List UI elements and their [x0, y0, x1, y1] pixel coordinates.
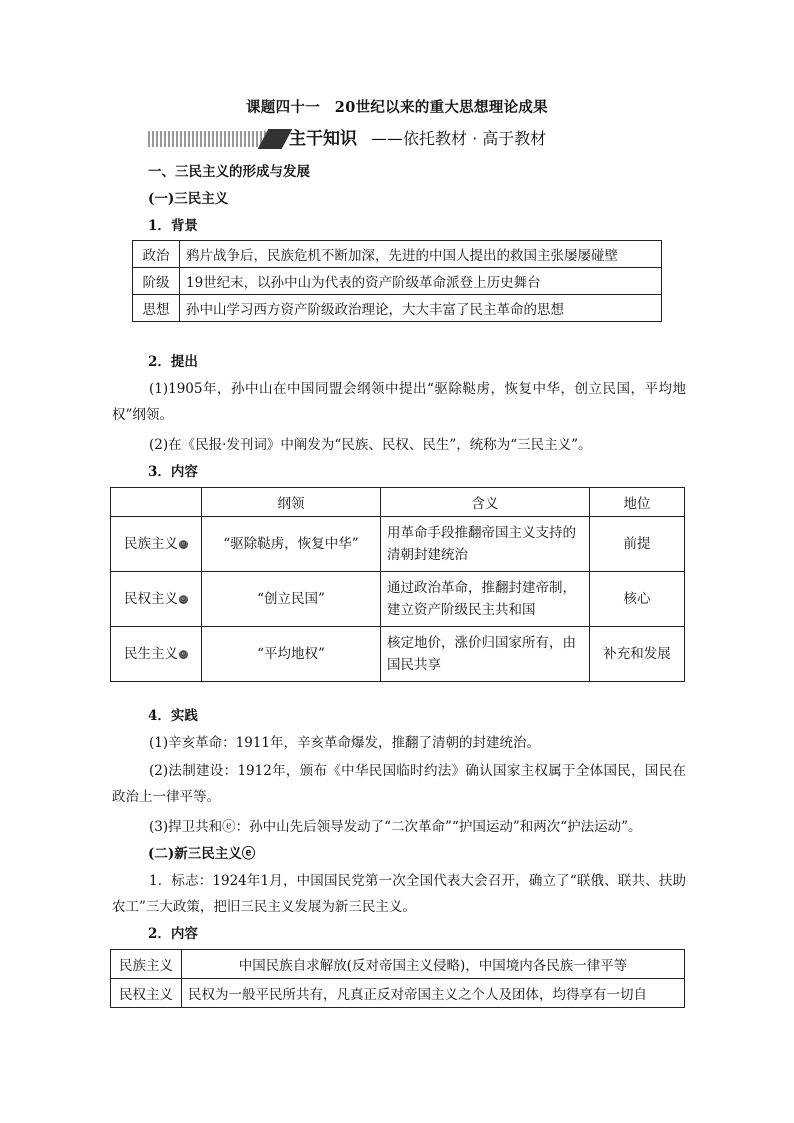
note-badge-icon: ⓔ	[180, 595, 187, 603]
content-table	[110, 487, 685, 682]
practice-paragraph-3: (3)捍卫共和ⓔ：孙中山先后领导发动了“二次革命”“护国运动”和两次“护法运动”。	[149, 819, 642, 835]
table-row	[133, 295, 662, 322]
mark-paragraph: 1．标志：1924年1月，中国国民党第一次全国代表大会召开，确立了“联俄、联共、扶助农工”三大政策，把旧三民主义发展为新三民主义。	[112, 873, 686, 915]
table-cell-meaning: 用革命手段推翻帝国主义支持的清朝封建统治	[381, 517, 590, 572]
table-cell-value: 孙中山学习西方资产阶级政治理论，大大丰富了民主革命的思想	[180, 295, 662, 322]
table-row	[133, 268, 662, 295]
table-cell-key: 民权主义	[111, 979, 182, 1008]
table-cell-value: 中国民族自求解放(反对帝国主义侵略)，中国境内各民族一律平等	[182, 950, 685, 979]
table-cell-name: 民生主义 ⓔ	[111, 627, 202, 682]
new-content-table	[110, 949, 685, 1008]
page-title: 课题四十一 20世纪以来的重大思想理论成果	[246, 99, 548, 116]
table-cell-name: 民权主义 ⓔ	[111, 572, 202, 627]
table-cell-meaning: 通过政治革命，推翻封建帝制，建立资产阶级民主共和国	[381, 572, 590, 627]
subsection-heading: (一)三民主义	[148, 191, 229, 207]
banner-main-text: 主干知识	[289, 129, 357, 149]
table-cell-status: 前提	[590, 517, 685, 572]
table-cell-program: “平均地权”	[202, 627, 381, 682]
table-row	[133, 241, 662, 268]
table-cell-value: 鸦片战争后，民族危机不断加深，先进的中国人提出的救国主张屡屡碰壁	[180, 241, 662, 268]
note-badge-icon: ⓔ	[180, 650, 187, 658]
table-cell-meaning: 核定地价，涨价归国家所有，由国民共享	[381, 627, 590, 682]
table-cell-status: 核心	[590, 572, 685, 627]
practice-paragraph-2: (2)法制建设：1912年，颁布《中华民国临时约法》确认国家主权属于全体国民，国民在政治上一律平等。	[112, 763, 686, 805]
section-banner	[148, 126, 568, 152]
table-cell-program: “驱除鞑虏，恢复中华”	[202, 517, 381, 572]
table-header-row	[111, 488, 685, 517]
table-header: 纲领	[202, 488, 381, 517]
table-cell-name: 民族主义 ⓔ	[111, 517, 202, 572]
table-row	[111, 517, 685, 572]
table-row	[111, 627, 685, 682]
table-cell-key: 阶级	[133, 268, 180, 295]
background-table	[132, 240, 662, 322]
table-cell-program: “创立民国”	[202, 572, 381, 627]
new-content-heading: 2．内容	[148, 926, 198, 942]
table-cell-value: 19世纪末，以孙中山为代表的资产阶级革命派登上历史舞台	[180, 268, 662, 295]
table-cell-key: 思想	[133, 295, 180, 322]
table-cell-value: 民权为一般平民所共有，凡真正反对帝国主义之个人及团体，均得享有一切自	[182, 979, 685, 1008]
propose-heading: 2．提出	[148, 354, 198, 370]
table-header: 地位	[590, 488, 685, 517]
content-heading: 3．内容	[148, 464, 198, 480]
table-header	[111, 488, 202, 517]
table-cell-key: 民族主义	[111, 950, 182, 979]
banner-stripes	[148, 131, 270, 147]
practice-paragraph-1: (1)辛亥革命：1911年，辛亥革命爆发，推翻了清朝的封建统治。	[149, 735, 540, 751]
table-cell-key: 政治	[133, 241, 180, 268]
table-row	[111, 950, 685, 979]
subsection-heading-2: (二)新三民主义ⓔ	[148, 846, 256, 862]
table-cell-status: 补充和发展	[590, 627, 685, 682]
table-row	[111, 572, 685, 627]
propose-paragraph-1: (1)1905年，孙中山在中国同盟会纲领中提出“驱除鞑虏，恢复中华，创立民国，平均地权”纲领。	[112, 381, 686, 423]
banner-sub-text: ——依托教材 · 高于教材	[371, 129, 547, 148]
propose-paragraph-2: (2)在《民报·发刊词》中阐发为“民族、民权、民生”，统称为“三民主义”。	[149, 437, 592, 453]
table-row	[111, 979, 685, 1008]
note-badge-icon: ⓔ	[180, 540, 187, 548]
background-heading: 1．背景	[148, 218, 198, 234]
practice-heading: 4．实践	[148, 708, 198, 724]
section-heading: 一、三民主义的形成与发展	[148, 164, 310, 180]
table-header: 含义	[381, 488, 590, 517]
